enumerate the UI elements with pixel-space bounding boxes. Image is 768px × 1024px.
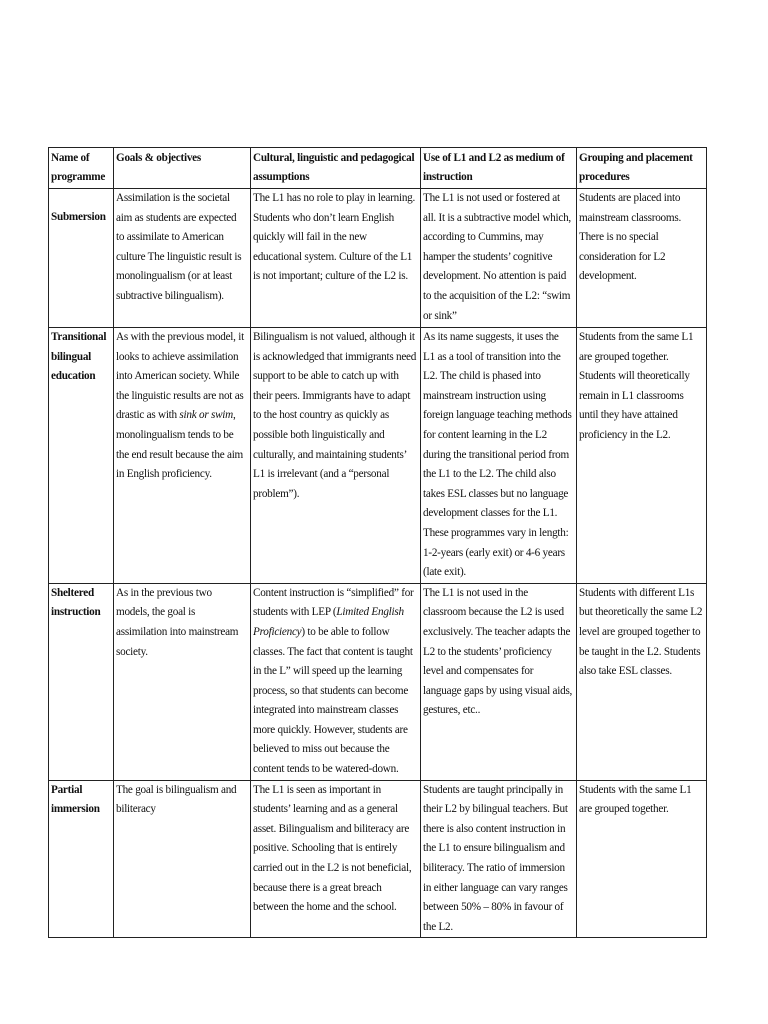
use-of-languages-cell: The L1 is not used in the classroom because the L2 is used exclusively. The teacher adapts the L2 to the students’ proficiency level and compensates for language gaps by using visual aids, gestures, etc.. [421,583,577,780]
assumptions-cell: The L1 has no role to play in learning. Students who don’t learn English quickly will fail in the new educational system. Culture of the L1 is not important; culture of the L2 is. [251,189,421,328]
table-row-submersion [49,189,707,328]
document-page [48,147,706,938]
goals-text-start: As with the previous model, it looks to achieve assimilation into American society. While the linguistic results are not as drastic as with [116,331,244,422]
header-use-of-l1-l2: Use of L1 and L2 as medium of instruction [421,148,577,189]
programme-name-cell [49,780,114,938]
programme-name-cell [49,328,114,584]
grouping-cell: Students from the same L1 are grouped together. Students will theoretically remain in L1 classrooms until they have attained proficiency in the L2. [577,328,707,584]
header-grouping-placement: Grouping and placement procedures [577,148,707,189]
goals-text-italic: sink or swim [179,409,233,422]
programme-name: Sheltered instruction [51,586,101,619]
assumptions-text-start: Content instruction is “simplified” for students with LEP ( [253,586,414,619]
grouping-cell: Students are placed into mainstream classrooms. There is no special consideration for L2 development. [577,189,707,328]
programme-comparison-table [48,147,707,938]
goals-cell: Assimilation is the societal aim as students are expected to assimilate to American culture The linguistic result is monolingualism (or at least subtractive bilingualism). [114,189,251,328]
programme-name: Transitional bilingual education [51,331,107,383]
header-name-of-programme: Name of programme [49,148,114,189]
assumptions-cell: The L1 is seen as important in students’ learning and as a general asset. Bilingualism and biliteracy are positive. Schooling that is entirely carried out in the L2 is not beneficial, because there is a great breach between the home and the school. [251,780,421,938]
table-row-partial-immersion [49,780,707,938]
programme-name-cell [49,189,114,328]
use-of-languages-cell: Students are taught principally in their L2 by bilingual teachers. But there is also content instruction in the L1 to ensure bilingualism and biliteracy. The ratio of immersion in either language can vary ranges between 50% – 80% in favour of the L2. [421,780,577,938]
goals-cell: As in the previous two models, the goal is assimilation into mainstream society. [114,583,251,780]
goals-text-end: , monolingualism tends to be the end result because the aim in English proficiency. [116,409,244,481]
grouping-cell: Students with the same L1 are grouped together. [577,780,707,938]
header-goals-objectives: Goals & objectives [114,148,251,189]
use-of-languages-cell: The L1 is not used or fostered at all. It is a subtractive model which, according to Cummins, may hamper the students’ cognitive development. No attention is paid to the acquisition of the L2: “swim or sink” [421,189,577,328]
goals-cell: The goal is bilingualism and biliteracy [114,780,251,938]
use-of-languages-cell: As its name suggests, it uses the L1 as a tool of transition into the L2. The child is phased into mainstream instruction using foreign language teaching methods for content learning in the L2 during the transitional period from the L1 to the L2. The child also takes ESL classes but no language development classes for the L1. These programmes vary in length: 1-2-years (early exit) or 4-6 years (late exit). [421,328,577,584]
assumptions-text-italic: Limited English Proficiency [253,606,404,638]
grouping-cell: Students with different L1s but theoretically the same L2 level are grouped together to be taught in the L2. Students also take ESL classes. [577,583,707,780]
table-row-transitional-bilingual [49,328,707,584]
assumptions-cell [251,583,421,780]
programme-name-cell [49,583,114,780]
header-assumptions: Cultural, linguistic and pedagogical assumptions [251,148,421,189]
goals-cell [114,328,251,584]
table-row-sheltered-instruction [49,583,707,780]
table-header-row [49,148,707,189]
programme-name: Submersion [51,211,106,223]
assumptions-text-end: ) to be able to follow classes. The fact that content is taught in the L” will speed up the learning process, so that students can become integrated into mainstream classes more quickly. However, students are believed to miss out because the content tends to be watered-down. [253,625,413,776]
programme-name: Partial immersion [51,783,100,816]
assumptions-cell: Bilingualism is not valued, although it is acknowledged that immigrants need support to be able to catch up with their peers. Immigrants have to adapt to the host country as quickly as possible both linguistically and culturally, and maintaining students’ L1 is irrelevant (and a “personal problem”). [251,328,421,584]
